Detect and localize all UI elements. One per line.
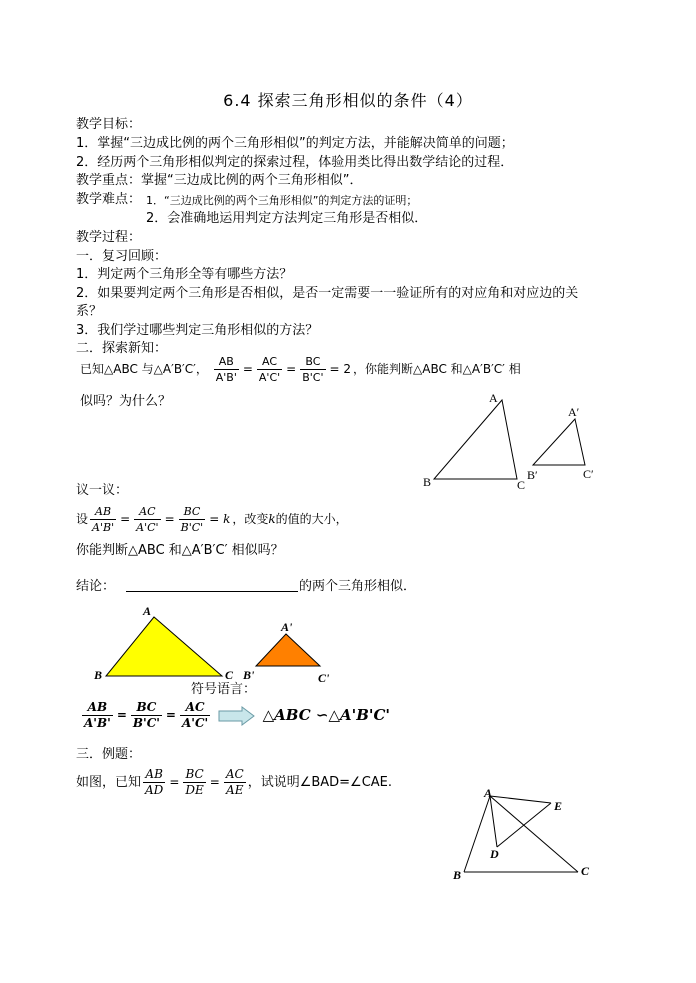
explore-heading: 二．探索新知： <box>76 341 168 356</box>
label-a-prime: A' <box>281 620 293 634</box>
label-e: E <box>554 799 563 813</box>
example-figure <box>448 784 598 884</box>
triangle-a2b2c2-orange <box>256 634 320 666</box>
review-heading: 一．复习回顾： <box>76 249 168 264</box>
label-b: B <box>453 868 462 882</box>
goal-2: 2．经历两个三角形相似判定的探索过程，体验用类比得出数学结论的过程． <box>76 155 514 170</box>
let-suffix-2: 的值的大小， <box>275 512 348 526</box>
symbol-formula: $\frac{AB}{A'B'}$ = $\frac{BC}{B'C'}$ = $\frac{AC}{A'C'}$ △ABC ∽△A'B'C' <box>84 700 391 730</box>
fraction: $\frac{BC}{DE}$ <box>185 767 204 797</box>
conclusion-blank <box>126 591 298 592</box>
conclusion-text: 的两个三角形相似． <box>299 579 417 594</box>
discuss-heading: 议一议： <box>76 483 129 498</box>
known-statement: 已知△ABC 与△A′B′C′， $\frac{AB}{A'B'}$ = $\frac{AC}{A'C'}$ = $\frac{BC}{B'C'}$ = 2 ，你能判断△ABC 和△A′B′C′ 相 <box>80 355 521 384</box>
label-c: C <box>517 478 526 492</box>
fraction: $\frac{BC}{B'C'}$ <box>302 355 324 384</box>
difficulty-label: 教学难点： <box>76 192 142 207</box>
label-a: A <box>489 391 498 405</box>
label-c-prime: C′ <box>583 467 594 481</box>
fraction: $\frac{AB}{A'B'}$ <box>215 355 237 384</box>
example-heading: 三．例题： <box>76 747 142 762</box>
example-suffix: ，试说明∠BAD=∠CAE. <box>247 775 393 790</box>
ratio-value: = 2 <box>329 362 352 376</box>
fraction: $\frac{AC}{A'C'}$ <box>181 700 209 730</box>
let-suffix: ，改变 <box>232 512 269 526</box>
known-question: ，你能判断△ABC 和△A′B′C′ 相 <box>353 362 521 376</box>
fraction: $\frac{BC}{B'C'}$ <box>132 700 160 730</box>
fraction: $\frac{AC}{A'C'}$ <box>136 505 159 534</box>
review-question-1: 1．判定两个三角形全等有哪些方法？ <box>76 267 293 282</box>
difficulty-1: 1．“三边成比例的两个三角形相似”的判定方法的证明； <box>146 194 418 207</box>
symbol-result: △ABC ∽△A'B'C' <box>262 706 391 724</box>
label-a: A <box>143 604 152 618</box>
review-question-2-cont: 系？ <box>76 304 103 319</box>
fraction: $\frac{AC}{A'C'}$ <box>258 355 281 384</box>
fraction: $\frac{BC}{B'C'}$ <box>180 505 204 534</box>
label-b: B <box>94 668 103 682</box>
fraction: $\frac{AB}{A'B'}$ <box>92 505 115 534</box>
ratio-k: = k <box>209 512 231 526</box>
colored-triangles-figure <box>90 604 350 688</box>
label-c: C <box>581 864 590 878</box>
fraction: $\frac{AB}{A'B'}$ <box>84 700 111 730</box>
triangle-a2b2c2 <box>533 419 585 465</box>
similar-triangles-figure <box>418 388 608 492</box>
fraction: $\frac{AC}{AE}$ <box>225 767 244 797</box>
variable-k: k <box>268 512 276 526</box>
let-prefix: 设 <box>76 512 89 526</box>
key-point: 教学重点：掌握“三边成比例的两个三角形相似”． <box>76 173 363 188</box>
example-prefix: 如图，已知 <box>76 775 142 790</box>
let-statement: 设 $\frac{AB}{A'B'}$ = $\frac{AC}{A'C'}$ = $\frac{BC}{B'C'}$ = k ，改变k的值的大小， <box>76 505 348 534</box>
goal-1: 1．掌握“三边成比例的两个三角形相似”的判定方法，并能解决简单的问题； <box>76 136 514 151</box>
conclusion-label: 结论： <box>76 579 116 594</box>
label-a-prime: A′ <box>568 405 580 419</box>
label-d: D <box>490 847 499 861</box>
difficulty-2: 2．会准确地运用判定方法判定三角形是否相似． <box>146 211 428 226</box>
triangle-abc-yellow <box>106 617 222 676</box>
known-prefix: 已知△ABC 与△A′B′C′， <box>80 362 208 376</box>
label-b-prime: B′ <box>527 468 538 482</box>
symbol-label: 符号语言： <box>191 682 257 697</box>
page-title: 6.4 探索三角形相似的条件（4） <box>223 91 473 110</box>
review-question-2: 2．如果要判定两个三角形是否相似，是否一定需要一一验证所有的对应角和对应边的关 <box>76 286 579 301</box>
goals-label: 教学目标： <box>76 117 142 132</box>
review-question-3: 3．我们学过哪些判定三角形相似的方法？ <box>76 323 319 338</box>
known-question-cont: 似吗？为什么？ <box>80 394 172 409</box>
fraction: $\frac{AB}{AD}$ <box>145 767 164 797</box>
label-b-prime: B' <box>243 668 255 682</box>
implies-arrow-icon <box>218 706 256 726</box>
triangle-abc <box>434 400 517 479</box>
example-statement: 如图，已知 $\frac{AB}{AD}$ = $\frac{BC}{DE}$ = $\frac{AC}{AE}$ ，试说明∠BAD=∠CAE. <box>76 767 393 797</box>
label-b: B <box>423 475 432 489</box>
label-c: C <box>225 668 234 682</box>
label-a: A <box>484 786 493 800</box>
discuss-question: 你能判断△ABC 和△A′B′C′ 相似吗？ <box>76 543 284 558</box>
process-label: 教学过程： <box>76 230 142 245</box>
label-c-prime: C' <box>318 671 330 685</box>
